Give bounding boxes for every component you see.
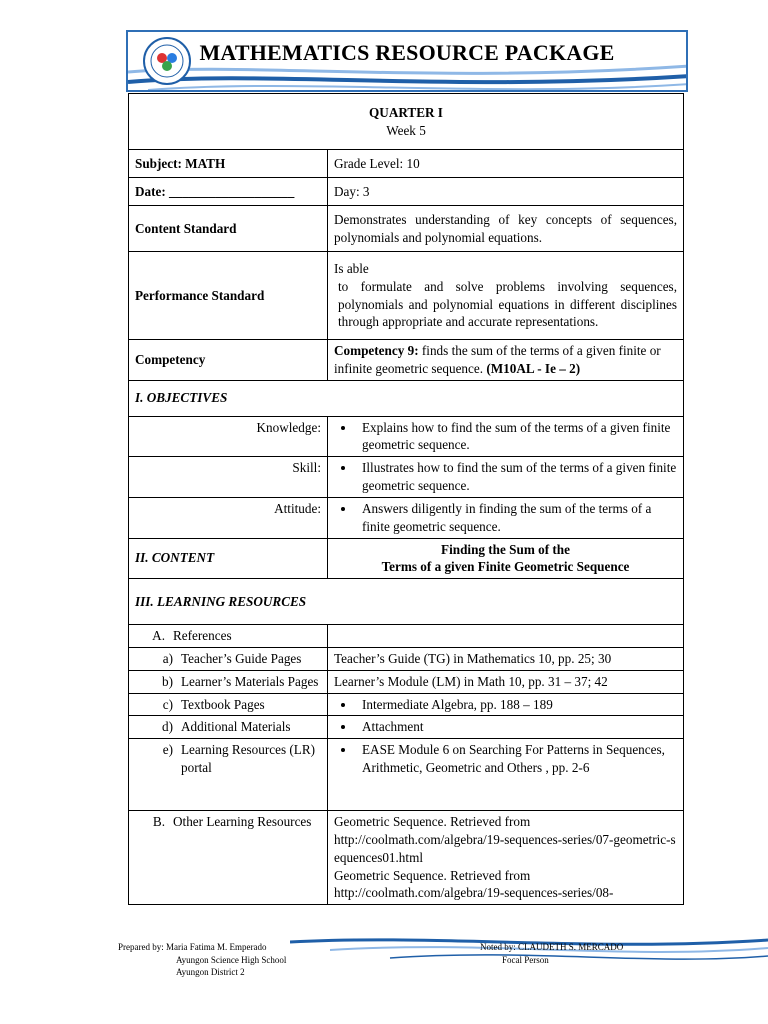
other-resources-cell (328, 811, 684, 905)
resource-item-value: Teacher’s Guide (TG) in Mathematics 10, pp. 25; 30 (328, 647, 684, 670)
content-title-line2: Terms of a given Finite Geometric Sequence (381, 559, 630, 575)
performance-standard-label: Performance Standard (129, 252, 328, 340)
date-cell: Date: ___________________ (129, 178, 328, 206)
lesson-plan-table (128, 93, 684, 905)
resource-item-text: Learner’s Materials Pages (181, 673, 319, 689)
noted-role: Focal Person (502, 954, 549, 965)
prepared-by: Prepared by: Maria Fatima M. Emperado (118, 942, 267, 952)
learning-resources-heading: III. LEARNING RESOURCES (129, 579, 684, 625)
skill-label: Skill: (129, 457, 328, 498)
other-resources-line2: Geometric Sequence. Retrieved from (334, 867, 531, 883)
competency-prefix: Competency 9: (334, 343, 419, 358)
resource-item-marker: a) (162, 650, 173, 666)
performance-standard-cell (328, 252, 684, 340)
quarter-cell (129, 94, 684, 150)
prepared-school: Ayungon Science High School (176, 954, 287, 965)
resource-item-value: Learner’s Module (LM) in Math 10, pp. 31 – 37; 42 (328, 670, 684, 693)
attitude-cell (328, 497, 684, 538)
skill-cell (328, 457, 684, 498)
resource-item-text: Additional Materials (181, 719, 291, 735)
attitude-text: • Answers diligently in finding the sum of the terms of a finite geometric sequence. (356, 500, 677, 536)
noted-by-block (480, 941, 623, 966)
grade-level-cell: Grade Level: 10 (328, 150, 684, 178)
competency-cell (328, 340, 684, 381)
resource-item-marker: e) (162, 742, 173, 758)
noted-by: Noted by: CLAUDETH S. MERCADO (480, 942, 624, 952)
prepared-district: Ayungon District 2 (176, 967, 245, 978)
day-cell: Day: 3 (328, 178, 684, 206)
objectives-heading: I. OBJECTIVES (129, 380, 684, 416)
content-title-cell (328, 538, 684, 579)
knowledge-cell (328, 416, 684, 457)
references-label: References (173, 628, 232, 644)
other-resources-marker: B. (152, 814, 165, 830)
resource-item-value: • EASE Module 6 on Searching For Patterns in Sequences, Arithmetic, Geometric and Others , pp. 2-6 (356, 741, 677, 777)
resource-item-label (129, 716, 328, 739)
subject-cell: Subject: MATH (129, 150, 328, 178)
resource-item-text: Learning Resources (LR) portal (181, 742, 316, 775)
resource-item-marker: b) (162, 673, 173, 689)
performance-standard-line1: Is able (334, 260, 369, 276)
resource-item-value: • Intermediate Algebra, pp. 188 – 189 (356, 696, 677, 714)
other-resources-url1[interactable]: http://coolmath.com/algebra/19-sequences-series/07-geometric-sequences01.html (334, 832, 676, 865)
content-heading: II. CONTENT (129, 538, 328, 579)
week-label: Week 5 (386, 122, 426, 138)
knowledge-label: Knowledge: (129, 416, 328, 457)
prepared-by-block (118, 941, 286, 979)
resource-item-text: Teacher’s Guide Pages (181, 650, 302, 666)
resource-item-value: • Attachment (356, 718, 677, 736)
competency-label: Competency (129, 340, 328, 381)
other-resources-url2[interactable]: http://coolmath.com/algebra/19-sequences-series/08- (334, 885, 614, 901)
resource-item-text: Textbook Pages (181, 696, 265, 712)
page-title: MATHEMATICS RESOURCE PACKAGE (199, 40, 615, 65)
deped-seal-icon (142, 36, 192, 86)
references-empty-cell (328, 625, 684, 648)
content-title-line1: Finding the Sum of the (441, 541, 570, 557)
resource-item-value-cell (328, 693, 684, 716)
resource-item-label (129, 693, 328, 716)
other-resources-line1: Geometric Sequence. Retrieved from (334, 814, 531, 830)
quarter-label: QUARTER I (369, 104, 443, 120)
resource-item-marker: d) (162, 719, 173, 735)
attitude-label: Attitude: (129, 497, 328, 538)
references-cell (129, 625, 328, 648)
other-resources-text: Other Learning Resources (173, 814, 312, 830)
resource-item-value-cell (328, 739, 684, 811)
other-resources-label (129, 811, 328, 905)
references-marker: A. (152, 628, 165, 644)
header-banner (126, 30, 688, 92)
content-standard-text: Demonstrates understanding of key concepts of sequences, polynomials and polynomial equations. (328, 206, 684, 252)
resource-item-label (129, 647, 328, 670)
content-standard-label: Content Standard (129, 206, 328, 252)
performance-standard-text: to formulate and solve problems involving sequences, polynomials and polynomial equations in different disciplines through appropriate and accurate representations. (338, 278, 677, 330)
resource-item-label (129, 670, 328, 693)
competency-text: finds the sum of the terms of a given finite or infinite geometric sequence. (334, 343, 661, 376)
resource-item-marker: c) (162, 696, 173, 712)
resource-item-value-cell (328, 716, 684, 739)
knowledge-text: • Explains how to find the sum of the terms of a given finite geometric sequence. (356, 419, 677, 455)
resource-item-label (129, 739, 328, 811)
competency-code: (M10AL - Ie – 2) (486, 360, 581, 376)
skill-text: • Illustrates how to find the sum of the terms of a given finite geometric sequence. (356, 459, 677, 495)
